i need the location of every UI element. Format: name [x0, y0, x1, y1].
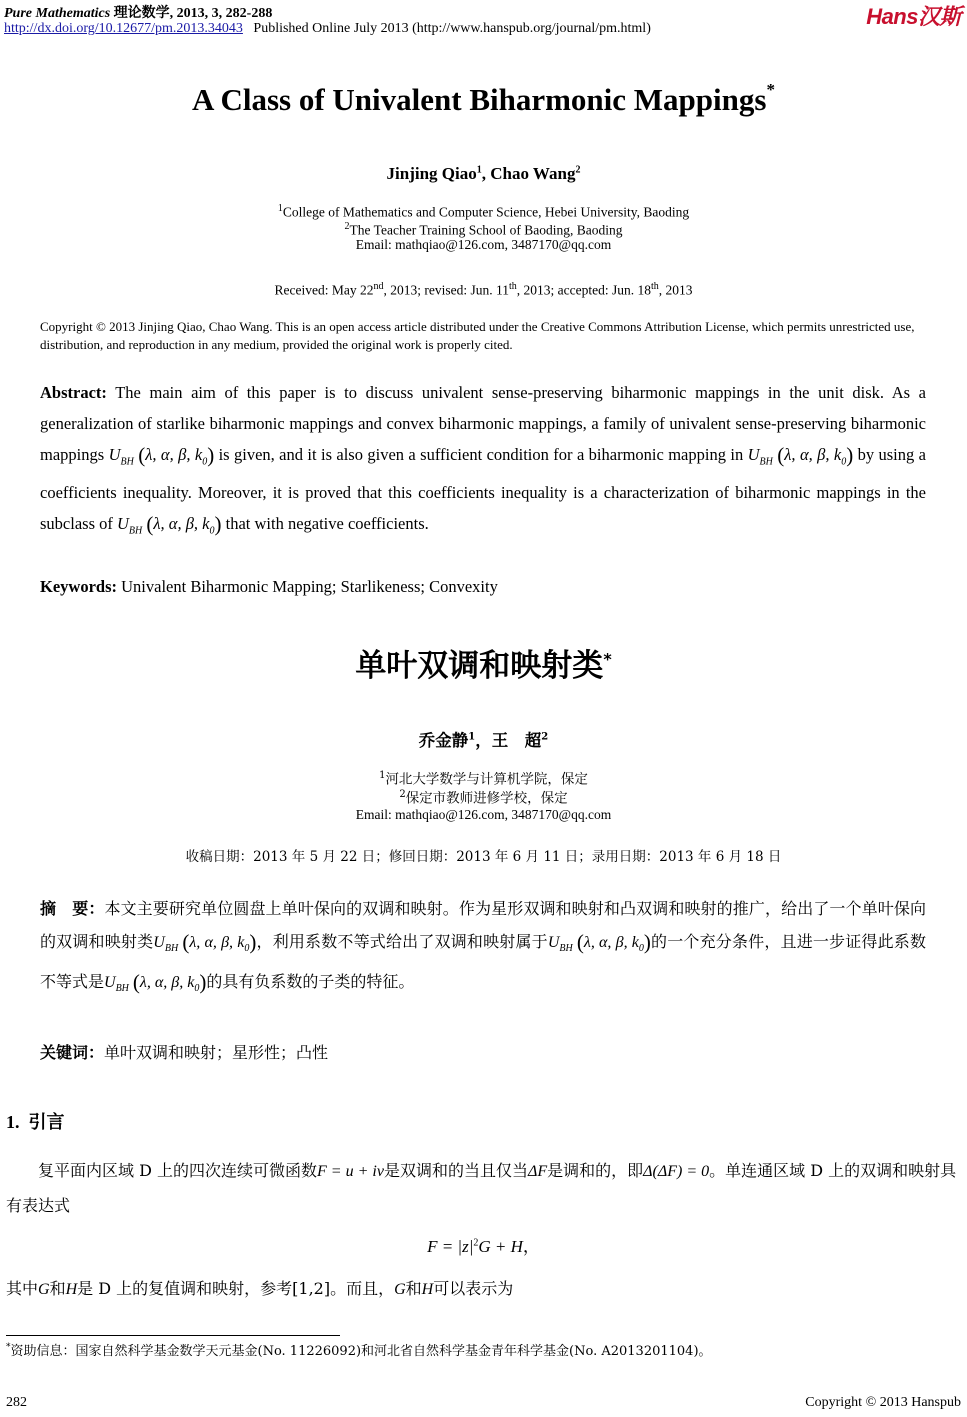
keywords-text: Univalent Biharmonic Mapping; Starlikeness; Convexity [117, 577, 498, 596]
cn-aff2-sup: 2 [399, 789, 406, 800]
m-args: λ, α, β, k [784, 445, 842, 464]
aff2-sup: 2 [344, 221, 350, 232]
abstract-text-1: The main aim of this paper is to discuss univalent sense-preserving biharmonic mappings in the unit disk. As a generalization of starlike biharmonic mappings and convex biharmonic mappings, a family of univalent sense-preserving biharmonic mappings [40, 383, 926, 464]
rec-p1: Received: May 22 [274, 282, 374, 298]
cn-author-1-sup: 1 [468, 731, 476, 743]
sym-h: H [65, 1281, 78, 1298]
math-ubh-2 [747, 443, 854, 468]
sym-g: G [38, 1281, 50, 1298]
m-k0: 0 [638, 943, 644, 955]
keywords-label: Keywords: [40, 577, 117, 596]
intro-p1c: 是调和的，即 [547, 1161, 644, 1180]
author-email: Email: mathqiao@126.com, 3487170@qq.com [355, 237, 612, 252]
eq-main-tail: ， [522, 1237, 540, 1257]
intro-he-2: 和 [405, 1279, 422, 1298]
eq-main-right: G + H [478, 1237, 523, 1256]
m-k0: 0 [209, 525, 215, 537]
m-lp: ( [146, 512, 154, 537]
m-lp: ( [576, 930, 584, 954]
cn-author-email: Email: mathqiao@126.com, 3487170@qq.com [355, 807, 612, 822]
cn-keywords-text: 单叶双调和映射；星形性；凸性 [104, 1043, 329, 1062]
journal-header [4, 2, 272, 22]
m-U: U [153, 934, 165, 951]
footnote-mark: * [6, 1342, 11, 1353]
eq-delta-f: ΔF [527, 1163, 548, 1180]
intro-paragraph-2 [6, 1272, 964, 1307]
math-ubh-3 [117, 512, 222, 537]
m-U: U [747, 445, 760, 464]
m-BH: BH [759, 456, 773, 468]
sym-g-2: G [394, 1281, 406, 1298]
cn-abstract [40, 892, 926, 1005]
abstract [40, 377, 926, 547]
cn-aff1-text: 河北大学数学与计算机学院，保定 [385, 771, 588, 788]
m-args: λ, α, β, k [583, 934, 639, 951]
m-args: λ, α, β, k [139, 974, 195, 992]
author-2-sup: 2 [575, 164, 581, 176]
m-args: λ, α, β, k [189, 934, 245, 951]
aff2-text: The Teacher Training School of Baoding, Baoding [349, 222, 623, 238]
paper-title [0, 79, 967, 118]
cn-author-2: 王 超 [491, 731, 542, 750]
author-1-sup: 1 [476, 164, 482, 176]
section-title: 引言 [28, 1112, 65, 1133]
cn-math-ubh-1 [153, 930, 257, 955]
cn-author-2-sup: 2 [541, 731, 549, 743]
cn-abstract-text-3: 的一个充分条件，且进一步证得此系数不等式是 [40, 932, 926, 992]
journal-name-cn: 理论数学 [113, 5, 170, 21]
m-U: U [547, 934, 560, 951]
footer-copyright: Copyright © 2013 Hanspub [805, 1395, 961, 1410]
m-lp: ( [138, 443, 146, 467]
cn-author-sep: ， [475, 731, 492, 750]
author-2: Chao Wang [490, 164, 576, 183]
m-rp: ) [199, 970, 207, 995]
copyright-notice: Copyright © 2013 Jinjing Qiao, Chao Wang. This is an open access article distributed under the Creative Commons Attribution License, which permits unrestricted use, distribution, and reproduction in any medium, provided the original work is properly cited. [40, 319, 915, 352]
m-k0: 0 [202, 456, 208, 468]
eq-main-sup: 2 [473, 1237, 479, 1249]
cn-abstract-text-2: ，利用系数不等式给出了双调和映射属于 [256, 932, 548, 951]
abstract-label: Abstract: [40, 383, 107, 402]
m-U: U [108, 445, 121, 464]
m-args: λ, α, β, k [145, 445, 203, 464]
intro-p1b: 是双调和的当且仅当 [383, 1161, 528, 1180]
doi-link[interactable]: http://dx.doi.org/10.12677/pm.2013.34043 [4, 21, 243, 36]
m-BH: BH [559, 943, 573, 955]
abstract-text-3: by using a coefficients inequality. Moreover, it is proved that this coefficients inequality is a characterization of biharmonic mappings in the subclass of [40, 445, 926, 534]
cn-author-1: 乔金静 [418, 731, 469, 750]
author-sep: , [481, 164, 491, 183]
author-list [0, 164, 967, 184]
m-k0: 0 [841, 456, 847, 468]
title-footnote-mark: * [766, 79, 775, 99]
intro-paragraph-1 [6, 1154, 964, 1223]
cn-author-list [0, 727, 967, 751]
footnote-rule [6, 1335, 340, 1336]
cn-aff1-sup: 1 [379, 770, 386, 781]
aff1-sup: 1 [277, 203, 283, 214]
cn-title-mark: * [603, 649, 612, 669]
rec-s2: th [508, 281, 517, 292]
intro-p2c: 可以表示为 [433, 1279, 514, 1298]
footnote-text: 资助信息：国家自然科学基金数学天元基金(No. 11226092)和河北省自然科学基金青年科学基金(No. A2013201104)。 [10, 1344, 712, 1359]
intro-he: 和 [49, 1279, 66, 1298]
abstract-text-4: that with negative coefficients. [221, 514, 429, 534]
m-lp: ( [182, 930, 190, 954]
cn-math-ubh-3 [104, 970, 207, 995]
eq-f-uiv: F = u + iv [317, 1163, 384, 1180]
m-args: λ, α, β, k [153, 514, 210, 534]
m-lp: ( [777, 443, 785, 467]
author-1: Jinjing Qiao [386, 164, 477, 183]
m-lp: ( [132, 970, 140, 995]
main-equation [0, 1232, 967, 1257]
cn-abstract-label: 摘 要： [40, 899, 105, 918]
rec-s1: nd [373, 281, 384, 292]
rec-p2: , 2013; revised: Jun. 11 [383, 282, 509, 298]
journal-issue: , 2013, 3, 282-288 [169, 6, 273, 21]
m-rp: ) [846, 443, 854, 467]
keywords [40, 571, 926, 602]
intro-p1a: 复平面内区域 D 上的四次连续可微函数 [38, 1161, 318, 1180]
cn-title-text: 单叶双调和映射类 [355, 648, 604, 684]
m-BH: BH [164, 943, 179, 955]
m-k0: 0 [244, 943, 250, 955]
paper-title-text: A Class of Univalent Biharmonic Mappings [192, 82, 767, 117]
hans-logo: Hans汉斯 [866, 4, 961, 29]
journal-name: Pure Mathematics [4, 6, 111, 21]
cn-received-dates: 收稿日期：2013 年 5 月 22 日；修回日期：2013 年 6 月 11 日；录用日期：2013 年 6 月 18 日 [185, 849, 782, 865]
doi-line [4, 21, 651, 37]
rec-s3: th [650, 281, 659, 292]
published-online: Published Online July 2013 (http://www.hanspub.org/journal/pm.html) [253, 21, 651, 36]
intro-p2b: 是 D 上的复值调和映射，参考[1,2]。而且， [77, 1279, 395, 1298]
m-rp: ) [214, 512, 222, 537]
m-rp: ) [643, 930, 651, 954]
abstract-text-2: is given, and it is also given a sufficient condition for a biharmonic mapping in [214, 445, 748, 464]
footnote [6, 1340, 712, 1359]
cn-paper-title [0, 640, 967, 685]
cn-keywords [40, 1036, 926, 1069]
cn-abstract-text-1: 本文主要研究单位圆盘上单叶保向的双调和映射。作为星形双调和映射和凸双调和映射的推广，给出了一个单叶保向的双调和映射类 [40, 899, 926, 951]
cn-affiliation-2 [0, 786, 967, 808]
page-number: 282 [6, 1395, 27, 1410]
received-dates [0, 278, 967, 300]
cn-aff2-text: 保定市教师进修学校，保定 [405, 790, 568, 807]
sym-h-2: H [421, 1281, 434, 1298]
eq-main-left: F = |z| [427, 1237, 474, 1256]
eq-delta-delta-f: Δ(ΔF) = 0 [643, 1163, 710, 1180]
cn-keywords-label: 关键词： [40, 1043, 105, 1062]
m-rp: ) [249, 930, 257, 954]
section-number: 1. [6, 1112, 20, 1132]
cn-math-ubh-2 [547, 930, 651, 955]
intro-p2a: 其中 [6, 1279, 39, 1298]
math-ubh-1 [108, 443, 215, 468]
intro-p1d: 。单连通区域 D 上的双调和映射具有表达式 [6, 1161, 957, 1215]
cn-abstract-text-4: 的具有负系数的子类的特征。 [206, 972, 415, 992]
rec-p4: , 2013 [658, 282, 693, 298]
rec-p3: , 2013; accepted: Jun. 18 [516, 282, 651, 298]
m-BH: BH [115, 983, 129, 995]
m-U: U [104, 974, 116, 992]
m-k0: 0 [194, 983, 200, 995]
m-rp: ) [207, 443, 215, 467]
section-heading [6, 1108, 65, 1134]
aff1-text: College of Mathematics and Computer Science, Hebei University, Baoding [282, 204, 690, 220]
m-U: U [117, 514, 129, 534]
m-BH: BH [128, 525, 143, 537]
m-BH: BH [120, 456, 134, 468]
